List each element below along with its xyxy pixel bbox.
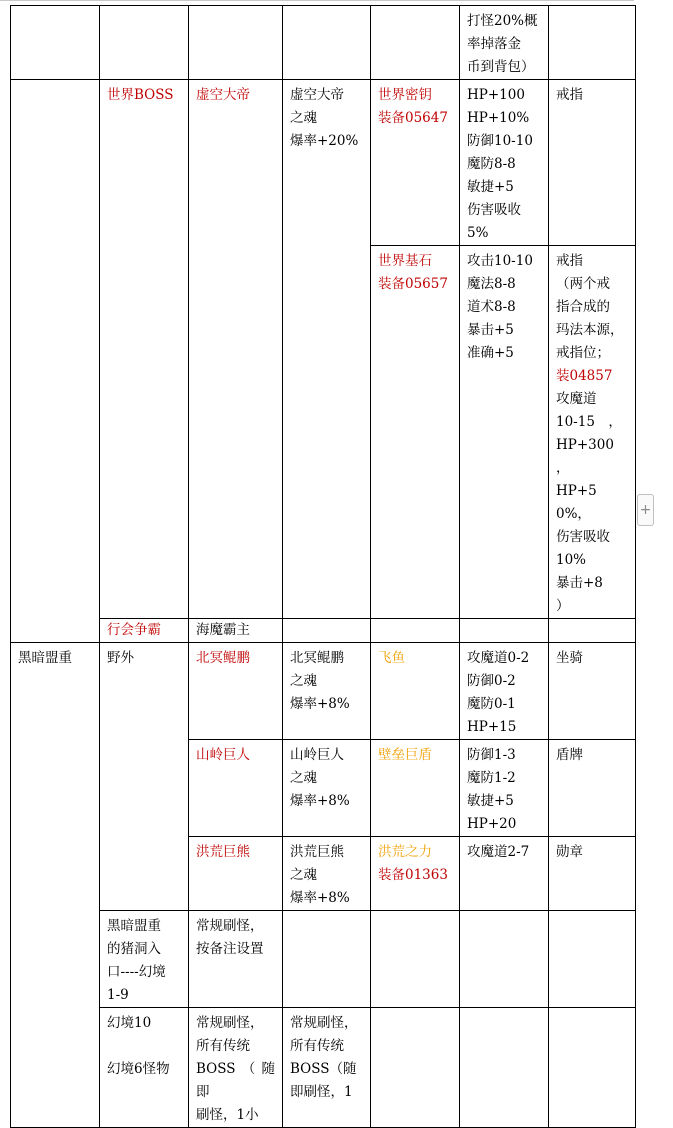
boss-name-cell: 洪荒巨熊	[189, 837, 283, 911]
table-row	[11, 80, 636, 246]
equipment-name-cell: 世界密钥 装备05647	[371, 80, 460, 246]
table-cell	[460, 911, 549, 1008]
spawn-note-cell: 常规刷怪， 所有传统 BOSS（随 即刷怪，1	[283, 1008, 371, 1128]
slot-cell: 盾牌	[549, 740, 636, 837]
slot-cell: 戒指 （两个戒 指合成的 玛法本源， 戒指位； 装04857 攻魔道 10-15 ， HP+300 ， HP+50%， 伤害吸收 10% 暴击+8 ）	[549, 246, 636, 619]
table-cell	[460, 619, 549, 643]
equipment-name-cell: 飞鱼	[371, 643, 460, 740]
map-name-cell: 野外	[100, 643, 189, 911]
boss-name-cell: 虚空大帝	[189, 80, 283, 619]
table-cell	[189, 6, 283, 80]
slot-cell: 戒指	[549, 80, 636, 246]
page-top-edge	[0, 0, 634, 1]
slot-cell: 勋章	[549, 837, 636, 911]
attributes-cell: 防御1-3 魔防1-2 敏捷+5 HP+20	[460, 740, 549, 837]
table-cell	[11, 80, 100, 643]
table-cell	[549, 911, 636, 1008]
table-row	[11, 6, 636, 80]
table-row	[11, 619, 636, 643]
table-row	[11, 643, 636, 740]
soul-cell: 洪荒巨熊 之魂 爆率+8%	[283, 837, 371, 911]
table-cell	[549, 6, 636, 80]
boss-name-cell: 北冥鲲鹏	[189, 643, 283, 740]
table-cell	[371, 619, 460, 643]
equipment-name-cell: 壁垒巨盾	[371, 740, 460, 837]
table-cell	[549, 619, 636, 643]
table-cell	[100, 6, 189, 80]
spawn-note-cell: 常规刷怪， 所有传统 BOSS（随即 刷怪，1小	[189, 1008, 283, 1128]
spawn-note-cell: 常规刷怪， 按备注设置	[189, 911, 283, 1008]
region-cell: 黑暗盟重	[11, 643, 100, 1128]
table-cell	[283, 6, 371, 80]
table-expand-button[interactable]: +	[637, 494, 654, 526]
equipment-name-cell: 洪荒之力 装备01363	[371, 837, 460, 911]
boss-name-cell: 山岭巨人	[189, 740, 283, 837]
boss-name-cell: 海魔霸主	[189, 619, 283, 643]
map-name-cell: 世界BOSS	[100, 80, 189, 619]
table-row	[11, 911, 636, 1008]
table-cell	[371, 6, 460, 80]
attributes-cell: HP+100 HP+10% 防御10-10 魔防8-8 敏捷+5 伤害吸收 5%	[460, 80, 549, 246]
map-name-cell: 行会争霸	[100, 619, 189, 643]
soul-cell: 虚空大帝 之魂 爆率+20%	[283, 80, 371, 619]
map-name-cell: 幻境10 幻境6怪物	[100, 1008, 189, 1128]
table-cell	[371, 911, 460, 1008]
attributes-cell: 攻魔道2-7	[460, 837, 549, 911]
attributes-cell: 攻魔道0-2 防御0-2 魔防0-1 HP+15	[460, 643, 549, 740]
soul-cell: 山岭巨人 之魂 爆率+8%	[283, 740, 371, 837]
boss-drop-table	[10, 5, 636, 1128]
soul-cell: 北冥鲲鹏 之魂 爆率+8%	[283, 643, 371, 740]
attributes-cell: 攻击10-10 魔法8-8 道术8-8 暴击+5 准确+5	[460, 246, 549, 619]
map-name-cell: 黑暗盟重 的猪洞入 口----幻境 1-9	[100, 911, 189, 1008]
equipment-name-cell: 世界基石 装备05657	[371, 246, 460, 619]
table-cell	[11, 6, 100, 80]
table-cell	[283, 619, 371, 643]
table-cell	[283, 911, 371, 1008]
slot-cell: 坐骑	[549, 643, 636, 740]
table-cell: 打怪20%概 率掉落金 币到背包）	[460, 6, 549, 80]
